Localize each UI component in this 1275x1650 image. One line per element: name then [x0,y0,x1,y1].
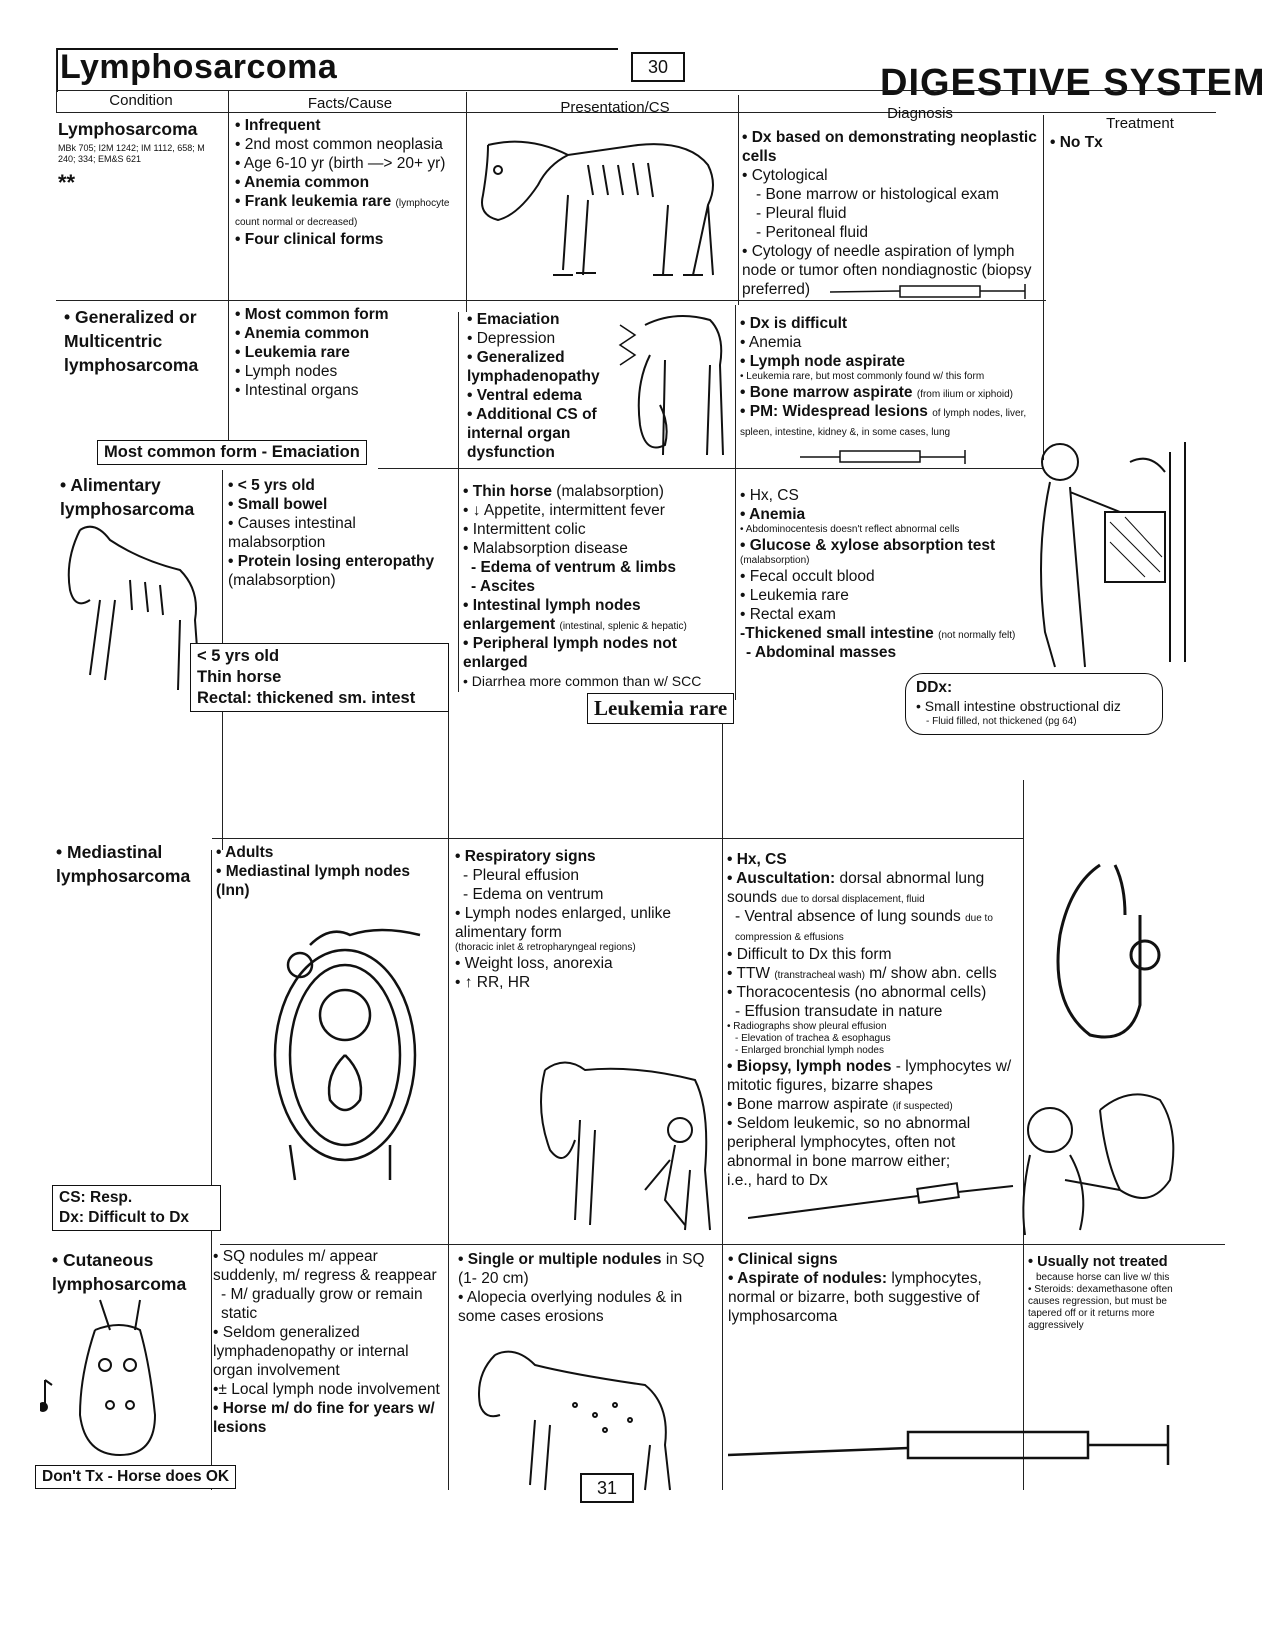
fact: • SQ nodules m/ appear suddenly, m/ regress & reappear [213,1248,437,1284]
facts-main [235,116,463,249]
grid-line [466,92,467,312]
dx-item: • Cytological [742,167,828,184]
thin-horse-illustration [468,125,736,290]
dx-item: • Thoracocentesis (no abnormal cells) [727,984,987,1001]
cs-item: - Ascites [471,578,536,595]
references: MBk 705; I2M 1242; IM 1112, 658; M 240; 334; EM&S 621 [58,143,205,164]
facts-alimentary [228,476,453,590]
callout-line: Dx: Difficult to Dx [59,1209,190,1226]
dx-item: - Peritoneal fluid [756,224,869,241]
fact: • Leukemia rare [235,344,350,361]
fact: • Most common form [235,306,389,323]
fact: • Frank leukemia rare (lymphocyte count normal or decreased) [235,193,450,228]
cs-item: • Additional CS of internal organ dysfunction [467,406,597,461]
page-title: Lymphosarcoma [60,48,338,86]
biopsy-needle-icon [748,1178,1018,1223]
grid-line [56,48,57,112]
dx-item: - Enlarged bronchial lymph nodes [735,1045,884,1056]
dx-item: - Ventral absence of lung sounds due to compression & effusions [735,908,993,943]
callout-line: < 5 yrs old [197,647,280,665]
cs-item: • Lymph nodes enlarged, unlike alimentary form [455,905,671,941]
diagnosis-main [742,128,1040,299]
grid-line [738,95,739,305]
row-divider [378,468,1043,469]
dx-item: i.e., hard to Dx [727,1172,828,1189]
presentation-generalized [467,310,627,462]
tx-item: because horse can live w/ this [1036,1272,1170,1283]
callout-alimentary [190,643,449,712]
rectal-exam-illustration [1030,432,1195,672]
dx-item: • Leukemia rare, but most commonly found w/ this form [740,371,985,382]
dx-item: • Cytology of needle aspiration of lymph node or tumor often nondiagnostic (biopsy preferred) [742,243,1032,298]
dx-item: • Abdominocentesis doesn't reflect abnormal cells [740,524,960,535]
fact: • Lymph nodes [235,363,338,380]
facts-generalized [235,305,455,400]
dx-item: • Biopsy, lymph nodes - lymphocytes w/ mitotic figures, bizarre shapes [727,1058,1012,1094]
dx-item: • Glucose & xylose absorption test [740,537,996,554]
callout-mediastinal [52,1185,221,1231]
fact: • Intestinal organs [235,382,359,399]
fact: • < 5 yrs old [228,477,315,494]
presentation-mediastinal [455,847,717,992]
callout-leukemia-rare: Leukemia rare [587,693,734,724]
cs-item: • Diarrhea more common than w/ SCC [463,673,702,689]
dx-item: • Difficult to Dx this form [727,946,892,963]
dx-item: - Bone marrow or histological exam [756,186,999,203]
dx-item: • Leukemia rare [740,587,849,604]
ddx-note: - Fluid filled, not thickened (pg 64) [926,716,1077,727]
fact: • 2nd most common neoplasia [235,136,443,153]
dx-item: • Auscultation: dorsal abnormal lung sounds due to dorsal displacement, fluid [727,870,985,906]
dx-item: • Lymph node aspirate [740,353,906,370]
cs-item: - Edema on ventrum [463,886,604,903]
tx-item: • Steroids: dexamethasone often causes regression, but must be tapered off or it returns more aggressively [1028,1284,1173,1331]
system-title: DIGESTIVE SYSTEM [880,62,1266,104]
cs-item: • Generalized lymphadenopathy [467,349,600,385]
importance-stars: ** [58,170,76,195]
fact: • Four clinical forms [235,231,384,248]
cs-item: • Thin horse (malabsorption) [463,483,664,500]
cs-item: • Alopecia overlying nodules & in some cases erosions [458,1289,683,1325]
emaciated-horse-illustration [615,305,733,465]
col-header-condition: Condition [109,92,173,109]
cs-item: • Respiratory signs [455,848,596,865]
cs-item: • Intestinal lymph nodes enlargement (intestinal, splenic & hepatic) [463,597,687,633]
dx-item: - Abdominal masses [746,644,897,661]
facts-cutaneous [213,1247,445,1437]
horse-and-vet-illustration [535,1050,720,1235]
fact: • Anemia common [235,174,370,191]
syringe-icon [830,282,1030,302]
cs-item: • Ventral edema [467,387,582,404]
cs-item: • ↑ RR, HR [455,974,531,991]
fact: •± Local lymph node involvement [213,1381,440,1398]
presentation-cutaneous [458,1250,720,1326]
cs-item: • Peripheral lymph nodes not enlarged [463,635,677,671]
callout-line: CS: Resp. [59,1189,133,1206]
diagnosis-generalized [740,314,1040,440]
ddx-box [905,673,1163,735]
dx-item: • Seldom leukemic, so no abnormal peripheral lymphocytes, often not abnormal in bone marrow either; [727,1115,971,1170]
ddx-item: • Small intestine obstructional diz [916,698,1121,714]
tx-item: • Usually not treated [1028,1254,1168,1270]
dx-item: • Dx is difficult [740,315,848,332]
dx-item: • Anemia [740,506,806,523]
dx-item: • Bone marrow aspirate (if suspected) [727,1096,953,1113]
dx-item: (malabsorption) [740,555,810,566]
cs-item: • Depression [467,330,556,347]
dx-item: • Fecal occult blood [740,568,875,585]
fact: • Infrequent [235,117,321,134]
syringe-icon [800,448,970,466]
row-divider [220,1244,1225,1245]
diagnosis-cutaneous [728,1250,1018,1326]
vet-with-horse-illustration [1010,1080,1185,1240]
dx-item: • Radiographs show pleural effusion [727,1021,887,1032]
fact: (malabsorption) [228,572,336,589]
dx-item: • Clinical signs [728,1251,838,1268]
callout-line: Rectal: thickened sm. intest [197,689,416,707]
dx-item: - Elevation of trachea & esophagus [735,1033,891,1044]
cs-item: • Intermittent colic [463,521,586,538]
callout-most-common: Most common form - Emaciation [97,440,367,465]
fact: • Causes intestinal malabsorption [228,515,356,551]
cs-item: • Weight loss, anorexia [455,955,613,972]
grid-line [735,305,736,700]
dx-item: • TTW (transtracheal wash) m/ show abn. cells [727,965,997,982]
col-header-presentation: Presentation/CS [560,99,670,116]
dx-item: • Hx, CS [740,487,799,504]
fact: • Protein losing enteropathy [228,553,435,570]
dx-item: - Effusion transudate in nature [735,1003,943,1020]
ddx-title: DDx: [916,679,953,696]
cs-item: • ↓ Appetite, intermittent fever [463,502,665,519]
grid-line [1043,115,1044,460]
fact: • Seldom generalized lymphadenopathy or internal organ involvement [213,1324,409,1379]
callout-cutaneous: Don't Tx - Horse does OK [35,1465,236,1489]
fact: • Horse m/ do fine for years w/ lesions [213,1400,435,1436]
callout-line: Thin horse [197,668,282,686]
grid-line [448,700,449,1490]
cs-item: • Malabsorption disease [463,540,628,557]
fact: • Anemia common [235,325,370,342]
dx-item: • Rectal exam [740,606,836,623]
page-number-bottom: 31 [580,1473,634,1503]
treatment-cutaneous [1028,1253,1178,1332]
grid-line [211,850,212,1490]
col-header-diagnosis: Diagnosis [887,105,953,122]
sick-horse-illustration [60,520,210,700]
fact: - M/ gradually grow or remain static [221,1286,423,1322]
row-divider [212,838,1024,839]
condition-lymphosarcoma: Lymphosarcoma [58,119,198,139]
dx-item: - Pleural fluid [756,205,847,222]
fact: • Adults [216,844,274,861]
dx-item: • Anemia [740,334,802,351]
stethoscope-icon [1030,855,1195,1055]
grid-line [228,90,229,455]
dx-item: • Dx based on demonstrating neoplastic cells [742,129,1037,165]
dx-item: • Bone marrow aspirate (from ilium or xiphoid) [740,384,1013,401]
dx-item: • Aspirate of nodules: lymphocytes, normal or bizarre, both suggestive of lymphosarcoma [728,1270,982,1325]
facts-mediastinal [216,843,446,900]
condition-cutaneous: • Cutaneous lymphosarcoma [52,1250,187,1294]
cs-item: (thoracic inlet & retropharyngeal regions) [455,942,636,953]
cs-item: • Single or multiple nodules in SQ (1- 20 cm) [458,1251,705,1287]
page-number-top: 30 [631,52,685,82]
thorax-illustration [250,905,440,1190]
dx-item: • PM: Widespread lesions of lymph nodes, liver, spleen, intestine, kidney &, in some cases, lung [740,403,1027,438]
cs-item: • Emaciation [467,311,560,328]
condition-generalized: • Generalized or Multicentric lymphosarcoma [64,307,199,375]
condition-alimentary: • Alimentary lymphosarcoma [60,475,195,519]
header-top-line [56,90,1216,91]
aspiration-syringe-icon [728,1420,1173,1470]
cs-item: - Pleural effusion [463,867,580,884]
dx-item: -Thickened small intestine (not normally felt) [740,625,1016,642]
singing-horse-illustration [40,1295,210,1465]
fact: • Small bowel [228,496,328,513]
treatment-main: • No Tx [1050,134,1103,151]
grid-line [722,700,723,1490]
col-header-facts: Facts/Cause [307,95,393,112]
condition-mediastinal: • Mediastinal lymphosarcoma [56,842,191,886]
fact: • Age 6-10 yr (birth —> 20+ yr) [235,155,446,172]
diagnosis-alimentary [740,486,1040,662]
fact: • Mediastinal lymph nodes (lnn) [216,863,411,899]
dx-item: • Hx, CS [727,851,787,868]
grid-line [458,312,459,692]
cs-item: - Edema of ventrum & limbs [471,559,676,576]
presentation-alimentary [463,482,733,691]
col-header-treatment: Treatment [1106,115,1174,132]
diagnosis-mediastinal [727,850,1019,1190]
